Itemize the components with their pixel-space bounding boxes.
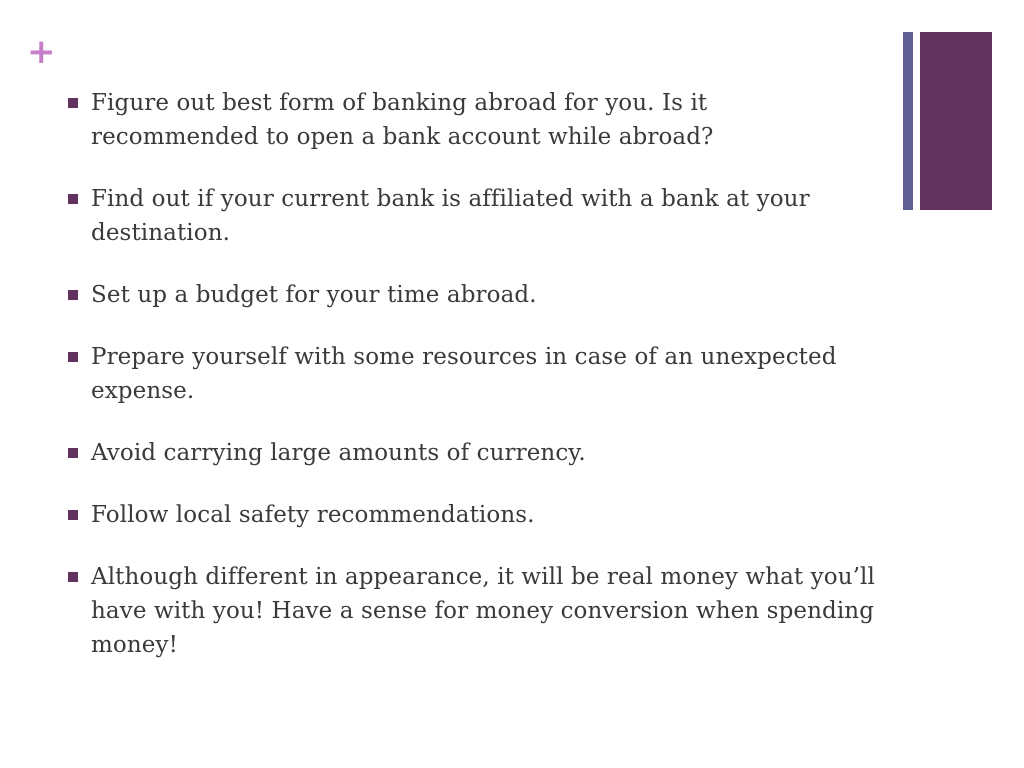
- bullet-item: [68, 86, 878, 154]
- square-bullet-icon: [68, 510, 78, 520]
- plus-icon: +: [27, 32, 56, 72]
- accent-bar-thick: [920, 32, 992, 210]
- bullet-text: Follow local safety recommendations.: [91, 502, 535, 528]
- bullet-text: Set up a budget for your time abroad.: [91, 282, 537, 308]
- square-bullet-icon: [68, 448, 78, 458]
- bullet-text: Find out if your current bank is affiliated with a bank at your destination.: [91, 186, 810, 246]
- bullet-item: [68, 560, 878, 662]
- bullet-item: [68, 498, 878, 532]
- bullet-list: [68, 86, 878, 690]
- bullet-item: [68, 182, 878, 250]
- bullet-text: Figure out best form of banking abroad for you. Is it recommended to open a bank account while abroad?: [91, 90, 714, 150]
- accent-bar-thin: [903, 32, 913, 210]
- bullet-item: [68, 278, 878, 312]
- bullet-item: [68, 340, 878, 408]
- square-bullet-icon: [68, 98, 78, 108]
- bullet-text: Prepare yourself with some resources in case of an unexpected expense.: [91, 344, 837, 404]
- bullet-item: [68, 436, 878, 470]
- square-bullet-icon: [68, 572, 78, 582]
- bullet-text: Although different in appearance, it will be real money what you’ll have with you! Have a sense for money conversion when spending money!: [91, 564, 875, 658]
- square-bullet-icon: [68, 290, 78, 300]
- square-bullet-icon: [68, 194, 78, 204]
- square-bullet-icon: [68, 352, 78, 362]
- bullet-text: Avoid carrying large amounts of currency.: [91, 440, 586, 466]
